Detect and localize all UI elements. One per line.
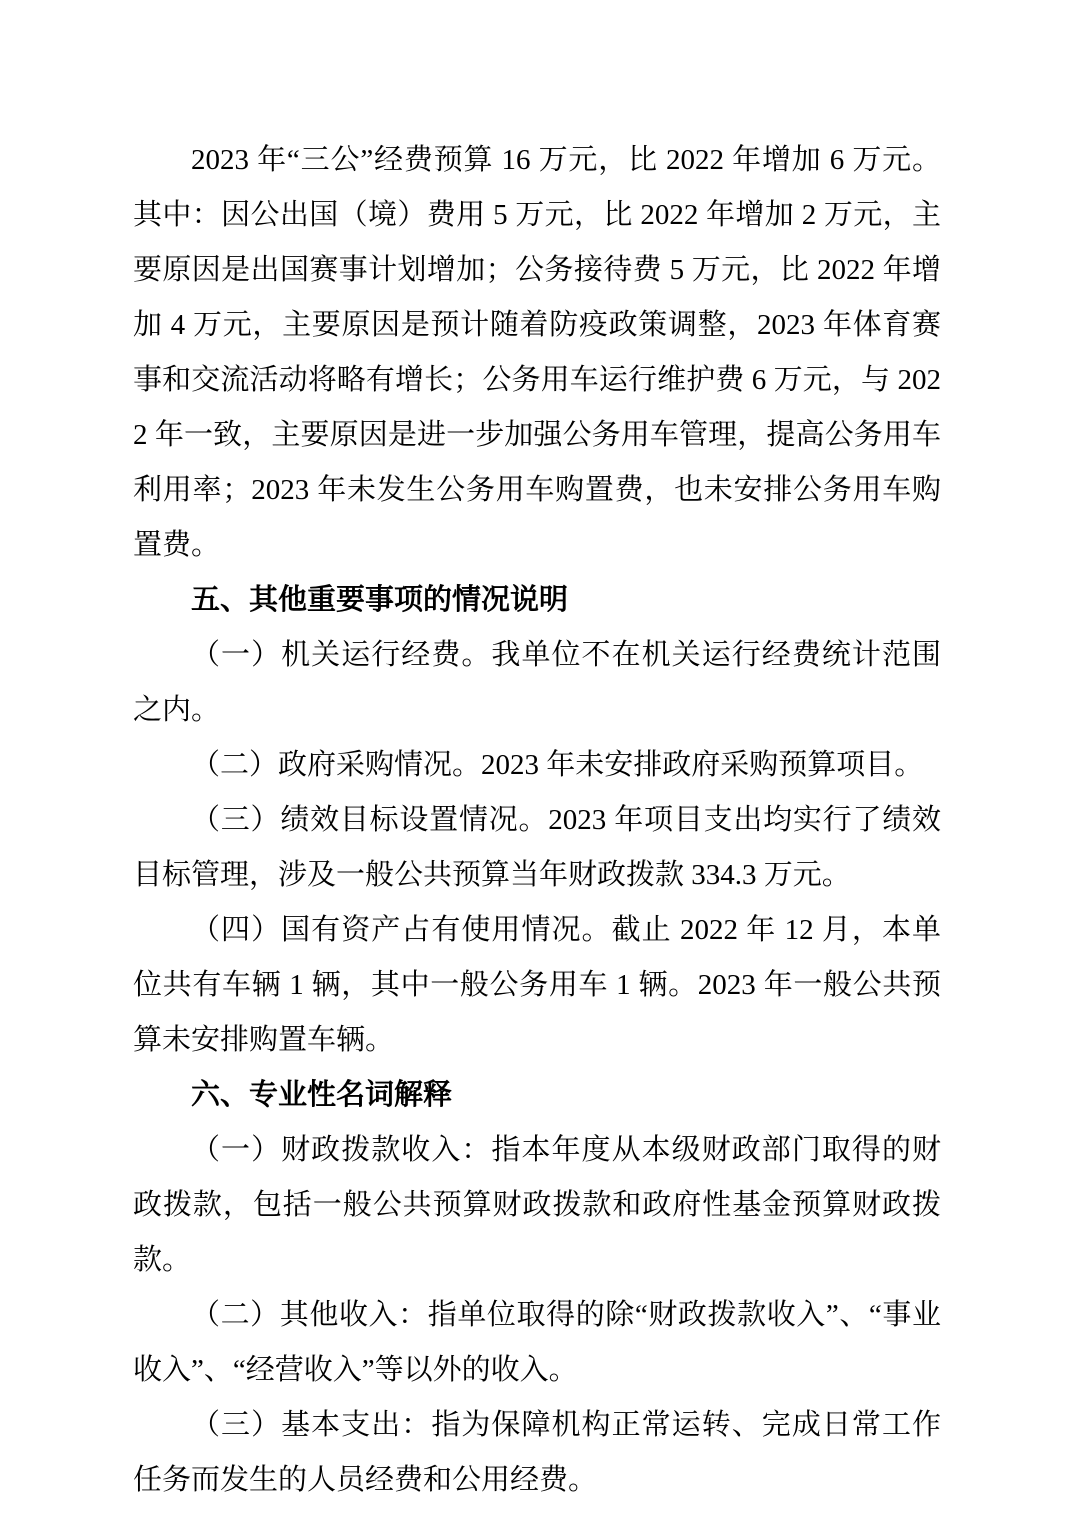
paragraph-sangong-budget: 2023 年“三公”经费预算 16 万元，比 2022 年增加 6 万元。其中：因公出国（境）费用 5 万元，比 2022 年增加 2 万元，主要原因是出国赛事计划增加；公务接待费 5 万元，比 2022 年增加 4 万元，主要原因是预计随着防疫政策调整，2023 年体育赛事和交流活动将略有增长；公务用车运行维护费 6 万元，与 2022 年一致，主要原因是进一步加强公务用车管理，提高公务用车利用率；2023 年未发生公务用车购置费，也未安排公务用车购置费。 (133, 144, 941, 561)
paragraph-gov-procurement: （二）政府采购情况。2023 年未安排政府采购预算项目。 (191, 749, 924, 781)
paragraph-term-basic-expenditure: （三）基本支出：指为保障机构正常运转、完成日常工作任务而发生的人员经费和公用经费。 (133, 1409, 941, 1496)
heading-section-6-glossary: 六、专业性名词解释 (191, 1079, 453, 1111)
paragraph-term-other-income: （二）其他收入：指单位取得的除“财政拨款收入”、“事业收入”、“经营收入”等以外的收入。 (133, 1299, 941, 1386)
paragraph-operating-funds: （一）机关运行经费。我单位不在机关运行经费统计范围之内。 (133, 639, 941, 726)
paragraph-state-assets: （四）国有资产占有使用情况。截止 2022 年 12 月，本单位共有车辆 1 辆，其中一般公务用车 1 辆。2023 年一般公共预算未安排购置车辆。 (133, 914, 941, 1056)
paragraph-term-fiscal-appropriation: （一）财政拨款收入：指本年度从本级财政部门取得的财政拨款，包括一般公共预算财政拨款和政府性基金预算财政拨款。 (133, 1134, 941, 1276)
paragraph-performance-targets: （三）绩效目标设置情况。2023 年项目支出均实行了绩效目标管理，涉及一般公共预算当年财政拨款 334.3 万元。 (133, 804, 941, 891)
document-content (133, 133, 941, 1508)
heading-section-5-other-matters: 五、其他重要事项的情况说明 (191, 584, 569, 616)
